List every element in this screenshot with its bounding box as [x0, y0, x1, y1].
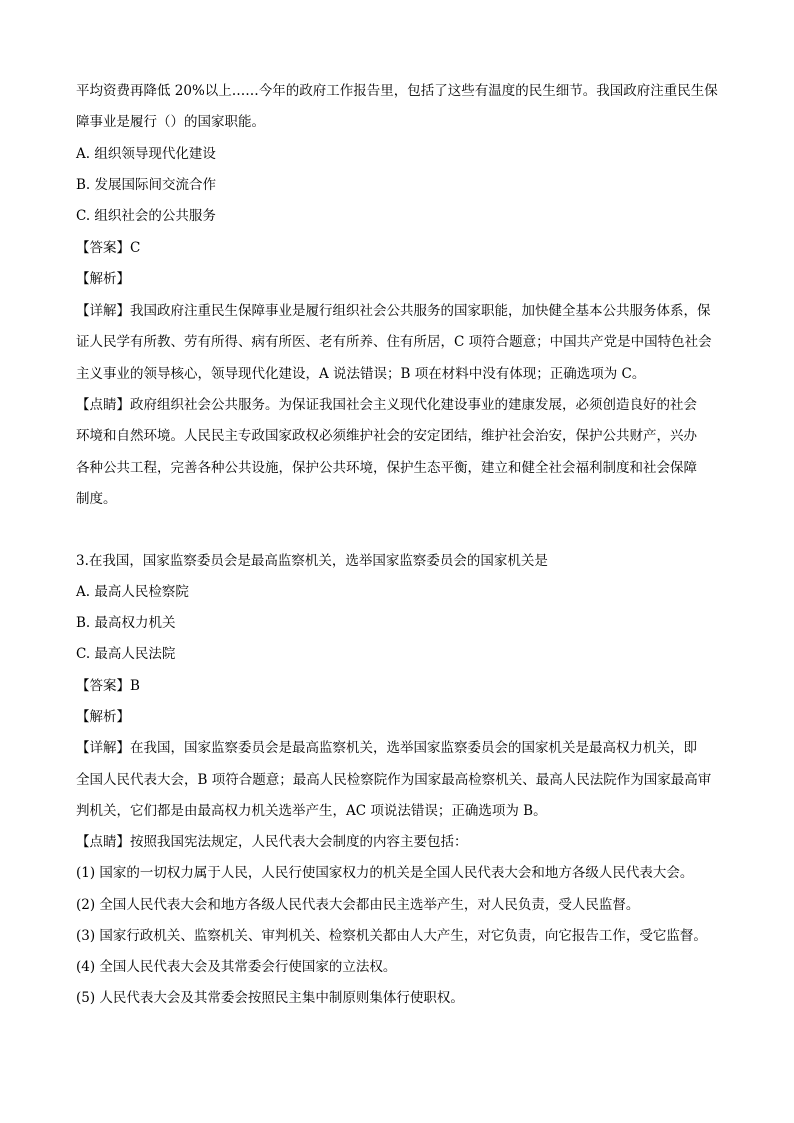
detail-line: 【详解】在我国，国家监察委员会是最高监察机关，选举国家监察委员会的国家机关是最高权力机关，即 — [76, 740, 697, 756]
option-b: B. 发展国际间交流合作 — [76, 177, 217, 193]
note-line: 制度。 — [76, 491, 117, 507]
note-point: (4) 全国人民代表大会及其常委会行使国家的立法权。 — [76, 959, 397, 975]
answer-label: 【答案】B — [76, 678, 140, 694]
option-c: C. 最高人民法院 — [76, 646, 176, 662]
note-line: 环境和自然环境。人民民主专政国家政权必须维护社会的安定团结，维护社会治安，保护公共财产，兴办 — [76, 428, 697, 444]
option-a: A. 最高人民检察院 — [76, 584, 189, 600]
detail-line: 全国人民代表大会，B 项符合题意；最高人民检察院作为国家最高检察机关、最高人民法院作为国家最高审 — [76, 772, 712, 788]
analysis-label: 【解析】 — [76, 271, 130, 287]
question-stem-line: 平均资费再降低 20%以上……今年的政府工作报告里，包括了这些有温度的民生细节。我国政府注重民生保 — [76, 83, 718, 99]
detail-line: 判机关，它们都是由最高权力机关选举产生，AC 项说法错误；正确选项为 B。 — [76, 803, 547, 819]
analysis-label: 【解析】 — [76, 709, 130, 725]
option-b: B. 最高权力机关 — [76, 615, 176, 631]
detail-line: 【详解】我国政府注重民生保障事业是履行组织社会公共服务的国家职能，加快健全基本公共服务体系，保 — [76, 303, 711, 319]
answer-label: 【答案】C — [76, 240, 141, 256]
note-point: (2) 全国人民代表大会和地方各级人民代表大会都由民主选举产生，对人民负责，受人民监督。 — [76, 897, 640, 913]
note-line: 【点睛】政府组织社会公共服务。为保证我国社会主义现代化建设事业的建康发展，必须创造良好的社会 — [76, 397, 697, 413]
option-c: C. 组织社会的公共服务 — [76, 208, 216, 224]
note-point: (3) 国家行政机关、监察机关、审判机关、检察机关都由人大产生，对它负责，向它报告工作，受它监督。 — [76, 928, 707, 944]
note-point: (5) 人民代表大会及其常委会按照民主集中制原则集体行使职权。 — [76, 990, 464, 1006]
note-intro: 【点睛】按照我国宪法规定，人民代表大会制度的内容主要包括： — [76, 834, 468, 850]
option-a: A. 组织领导现代化建设 — [76, 146, 216, 162]
question-stem: 3.在我国，国家监察委员会是最高监察机关，选举国家监察委员会的国家机关是 — [76, 553, 548, 569]
question-stem-line: 障事业是履行（）的国家职能。 — [76, 114, 265, 130]
detail-line: 主义事业的领导核心，领导现代化建设，A 说法错误；B 项在材料中没有体现；正确选项为 C。 — [76, 366, 646, 382]
note-point: (1) 国家的一切权力属于人民，人民行使国家权力的机关是全国人民代表大会和地方各级人民代表大会。 — [76, 865, 694, 881]
note-line: 各种公共工程，完善各种公共设施，保护公共环境，保护生态平衡，建立和健全社会福利制度和社会保障 — [76, 460, 697, 476]
detail-line: 证人民学有所教、劳有所得、病有所医、老有所养、住有所居，C 项符合题意；中国共产党是中国特色社会 — [76, 334, 712, 350]
